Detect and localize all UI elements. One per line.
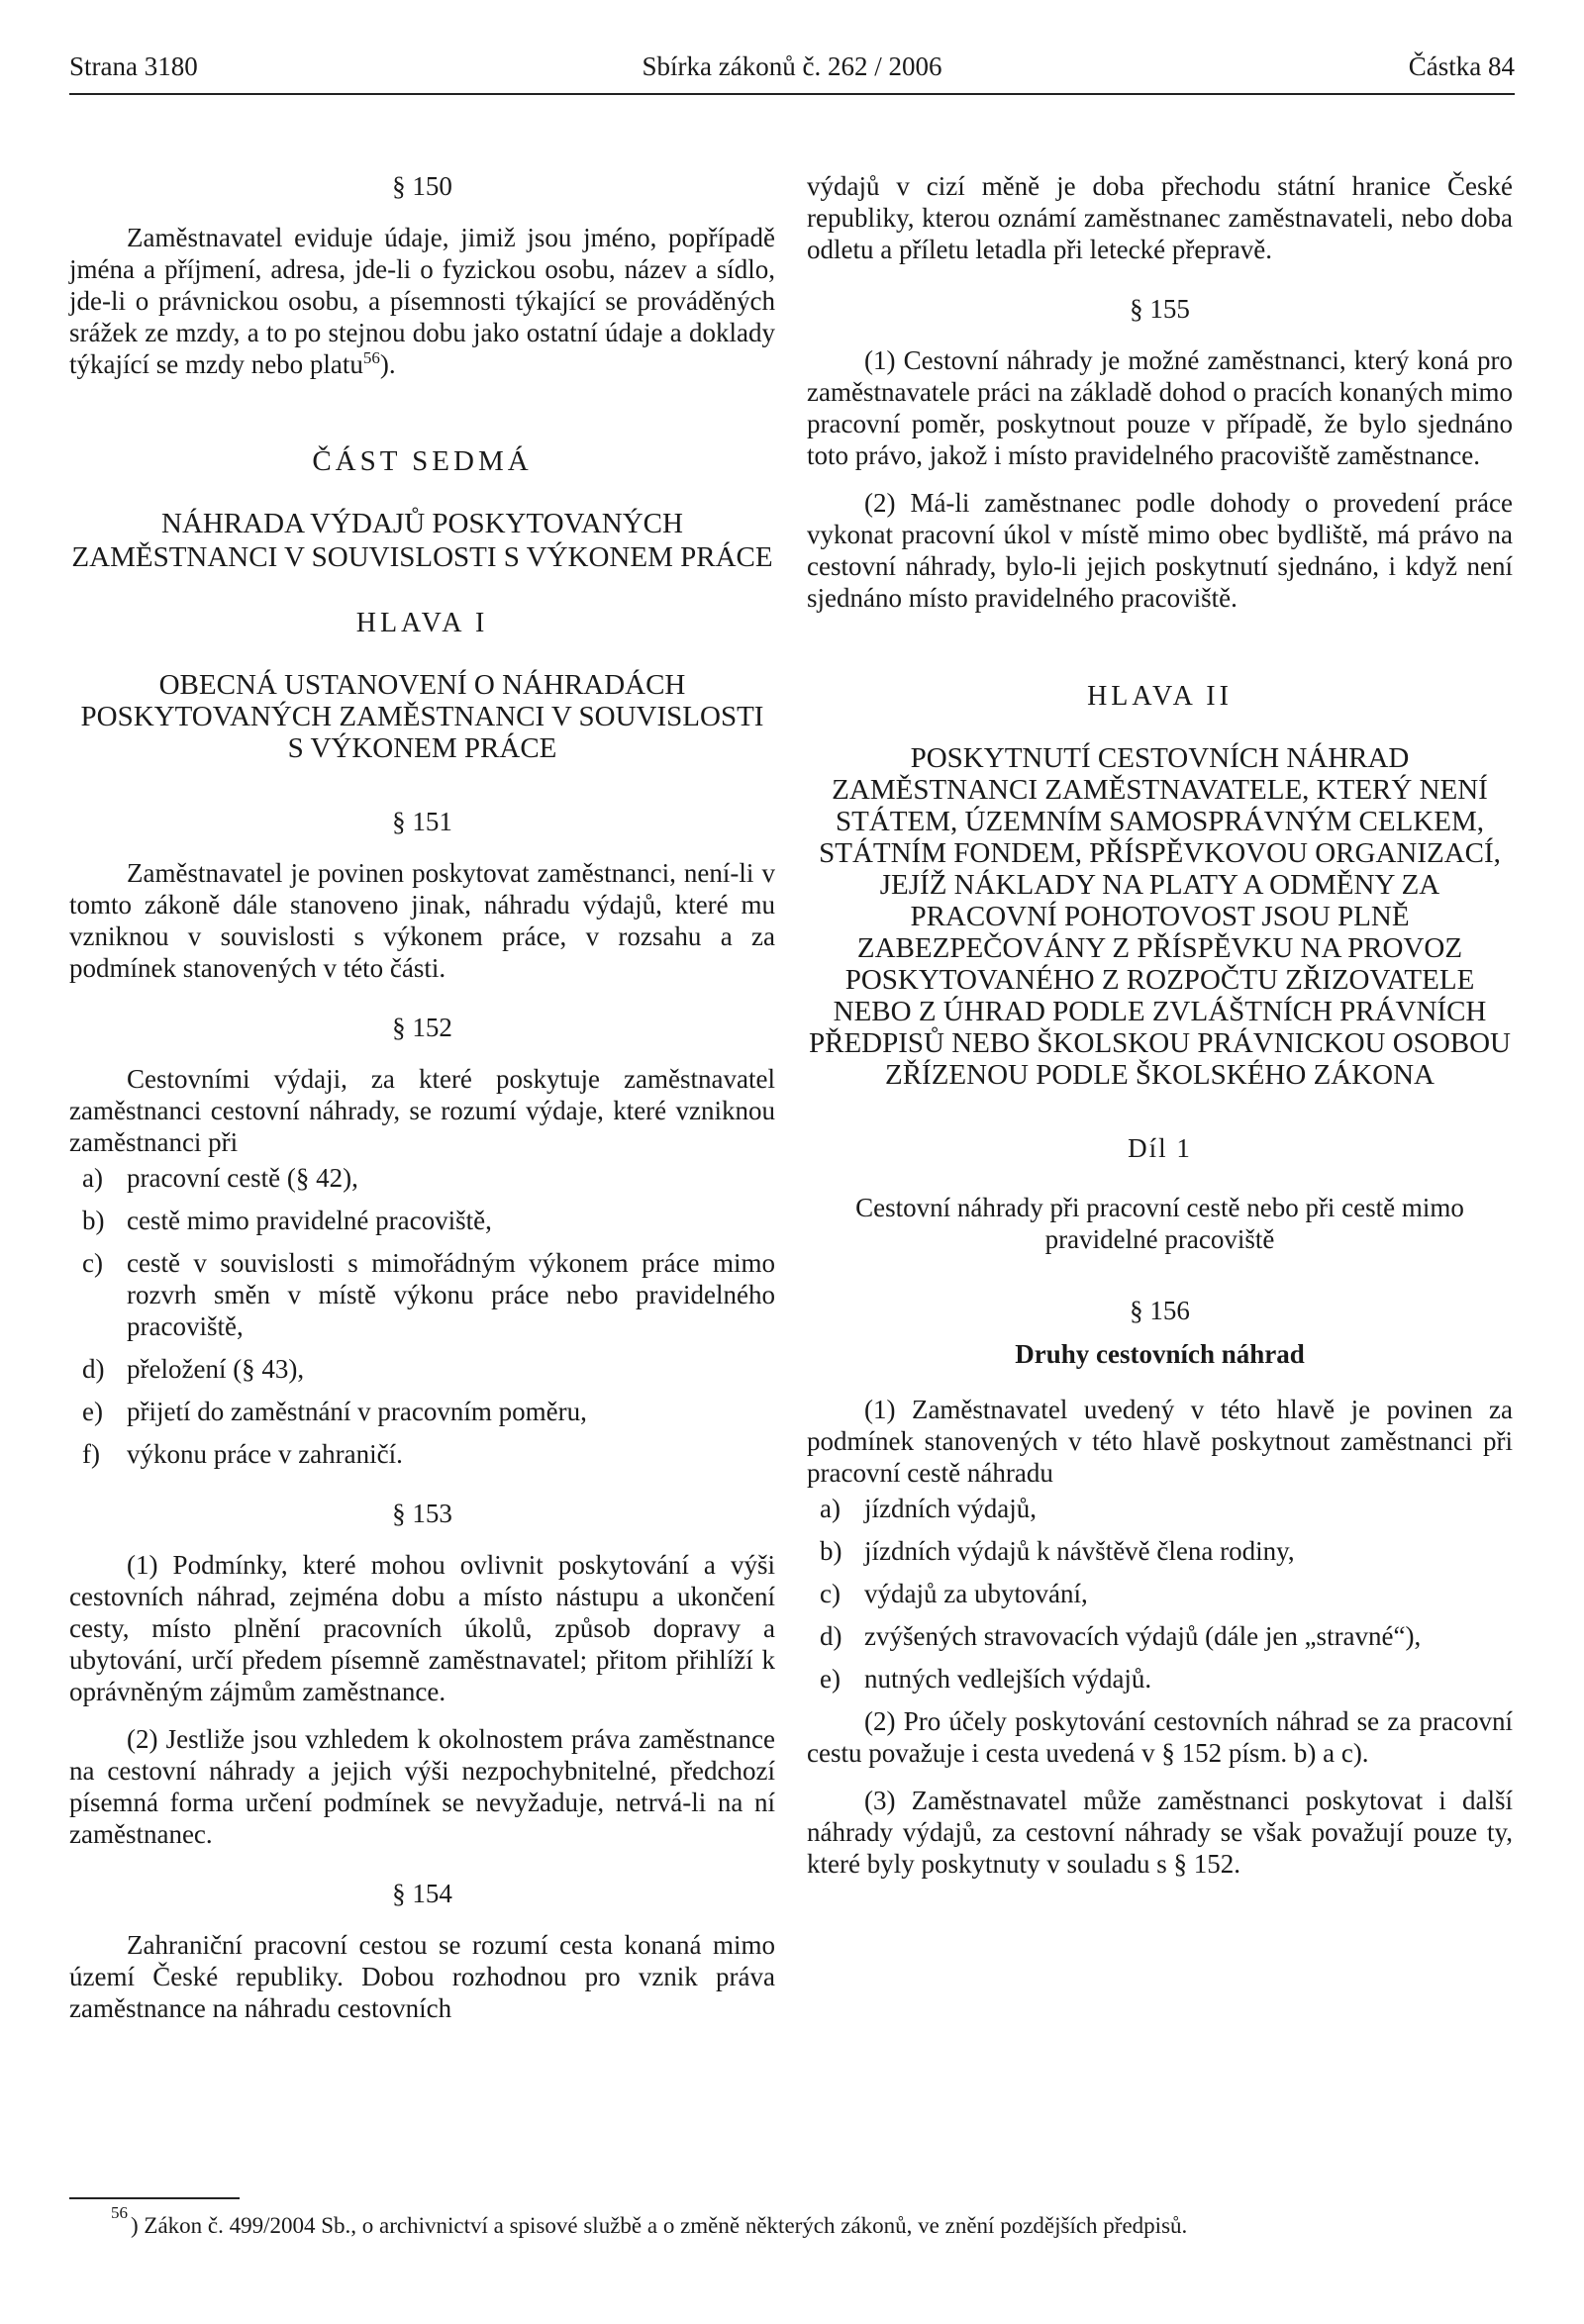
list-item: c) cestě v souvislosti s mimořádným výkonem práce mimo rozvrh směn v místě výkonu práce nebo pravidelného pracoviště, [82, 1248, 775, 1341]
division-1-title: Cestovní náhrady při pracovní cestě nebo při cestě mimo pravidelné pracoviště [855, 1193, 1464, 1254]
section-153-number: § 153 [392, 1499, 452, 1528]
section-153-para-2: (2) Jestliže jsou vzhledem k okolnostem práva zaměstnance na cestovní náhrady a jejich výši nezpochybnitelné, předchozí písemná forma určení podmínek se nevyžaduje, netrvá-li na ní zaměstnanec. [69, 1724, 775, 1849]
section-156-list [807, 1493, 1513, 1695]
chapter-2-title: POSKYTNUTÍ CESTOVNÍCH NÁHRAD ZAMĚSTNANCI ZAMĚSTNAVATELE, KTERÝ NENÍ STÁTEM, ÚZEMNÍM SAMOSPRÁVNÝM CELKEM, STÁTNÍM FONDEM, PŘÍSPĚVKOVOU ORGANIZACÍ, JEJÍŽ NÁKLADY NA PLATY A ODMĚNY ZA PRACOVNÍ POHOTOVOST JSOU PLNĚ ZABEZPEČOVÁNY Z PŘÍSPĚVKU NA PROVOZ POSKYTOVANÉHO Z ROZPOČTU ZŘIZOVATELE NEBO Z ÚHRAD PODLE ZVLÁŠTNÍCH PRÁVNÍCH PŘEDPISŮ NEBO ŠKOLSKOU PRÁVNICKOU OSOBOU ZŘÍZENOU PODLE ŠKOLSKÉHO ZÁKONA [809, 742, 1511, 1091]
chapter-1-label: HLAVA I [355, 608, 489, 638]
footnote: 56 ) Zákon č. 499/2004 Sb., o archivnictví a spisové službě a o změně některých zákonů, ve znění pozdějších předpisů. [111, 2203, 1188, 2238]
issue-number: Částka 84 [1408, 51, 1515, 81]
list-item: a) pracovní cestě (§ 42), [82, 1163, 358, 1193]
list-item: b) cestě mimo pravidelné pracoviště, [82, 1206, 492, 1235]
section-155-number: § 155 [1130, 294, 1190, 324]
section-156-para-1: (1) Zaměstnavatel uvedený v této hlavě je povinen za podmínek stanovených v této hlavě poskytnout zaměstnanci při pracovní cestě náhradu [807, 1395, 1513, 1488]
list-item: f) výkonu práce v zahraničí. [82, 1439, 403, 1469]
chapter-1-title: OBECNÁ USTANOVENÍ O NÁHRADÁCH POSKYTOVANÝCH ZAMĚSTNANCI V SOUVISLOSTI S VÝKONEM PRÁCE [80, 669, 764, 764]
section-156-title: Druhy cestovních náhrad [1015, 1339, 1305, 1369]
list-item: e) nutných vedlejších výdajů. [820, 1664, 1152, 1694]
chapter-2-label: HLAVA II [1087, 681, 1233, 712]
section-151-text: Zaměstnavatel je povinen poskytovat zaměstnanci, není-li v tomto zákoně dále stanoveno jinak, náhradu výdajů, které mu vzniknou v souvislosti s výkonem práce, v rozsahu a za podmínek stanovených v této části. [69, 858, 775, 983]
footnote-text: ) Zákon č. 499/2004 Sb., o archivnictví a spisové službě a o změně některých zákonů, ve znění pozdějších předpisů. [131, 2213, 1188, 2238]
section-156-para-2: (2) Pro účely poskytování cestovních náhrad se za pracovní cestu považuje i cesta uvedená v § 152 písm. b) a c). [807, 1706, 1513, 1768]
section-156-number: § 156 [1130, 1296, 1190, 1325]
part-subtitle: NÁHRADA VÝDAJŮ POSKYTOVANÝCH ZAMĚSTNANCI V SOUVISLOSTI S VÝKONEM PRÁCE [71, 508, 773, 573]
left-column [69, 170, 775, 2024]
part-title: ČÁST SEDMÁ [312, 445, 533, 477]
footnote-divider [69, 2197, 240, 2199]
page-number: Strana 3180 [69, 51, 198, 81]
section-154-text: Zahraniční pracovní cestou se rozumí cesta konaná mimo území České republiky. Dobou rozhodnou pro vznik práva zaměstnance na náhradu cestovních [69, 1930, 775, 2023]
footnote-ref: 56 [362, 348, 380, 367]
section-154-continuation: výdajů v cizí měně je doba přechodu státní hranice České republiky, kterou oznámí zaměstnanec zaměstnavateli, nebo doba odletu a příletu letadla při letecké přepravě. [807, 171, 1513, 264]
section-152-list [69, 1162, 775, 1470]
list-item: b) jízdních výdajů k návštěvě člena rodiny, [820, 1536, 1295, 1566]
list-item: a) jízdních výdajů, [820, 1494, 1037, 1523]
section-152-intro: Cestovními výdaji, za které poskytuje zaměstnavatel zaměstnanci cestovní náhrady, se rozumí výdaje, které vzniknou zaměstnanci při [69, 1064, 775, 1157]
section-156-para-3: (3) Zaměstnavatel může zaměstnanci poskytovat i další náhrady výdajů, za cestovní náhrady se však považují pouze ty, které byly poskytnuty v souladu s § 152. [807, 1786, 1513, 1879]
section-151-number: § 151 [392, 807, 452, 836]
section-155-para-2: (2) Má-li zaměstnanec podle dohody o provedení práce vykonat pracovní úkol v místě mimo obec bydliště, má právo na cestovní náhrady, bylo-li jejich poskytnutí sjednáno, i když není sjednáno místo pravidelného pracoviště. [807, 488, 1513, 613]
division-1-label: Díl 1 [1128, 1133, 1192, 1163]
page-header [69, 48, 1515, 95]
section-150-number: § 150 [392, 171, 452, 201]
section-154-number: § 154 [392, 1879, 452, 1908]
list-item: d) zvýšených stravovacích výdajů (dále jen „stravné“), [820, 1621, 1422, 1651]
right-column [807, 170, 1513, 1880]
section-150-text: Zaměstnavatel eviduje údaje, jimiž jsou jméno, popřípadě jména a příjmení, adresa, jde-li o fyzickou osobu, název a sídlo, jde-li o právnickou osobu, a písemnosti týkající se prováděných srážek ze mzdy, a to po stejnou dobu jako ostatní údaje a doklady týkající se mzdy nebo platu$^{56}$). [69, 223, 775, 379]
list-item: e) přijetí do zaměstnání v pracovním poměru, [82, 1397, 587, 1426]
list-item: d) přeložení (§ 43), [82, 1354, 305, 1384]
section-153-para-1: (1) Podmínky, které mohou ovlivnit poskytování a výši cestovních náhrad, zejména dobu a místo nástupu a ukončení cesty, místo plnění pracovních úkolů, způsob dopravy a ubytování, určí předem písemně zaměstnavatel; přitom přihlíží k oprávněným zájmům zaměstnance. [69, 1550, 775, 1706]
section-155-para-1: (1) Cestovní náhrady je možné zaměstnanci, který koná pro zaměstnavatele práci na základě dohod o pracích konaných mimo pracovní poměr, poskytnout pouze v případě, že bylo sjednáno toto právo, jakož i místo pravidelného pracoviště zaměstnance. [807, 345, 1513, 470]
list-item: c) výdajů za ubytování, [820, 1579, 1088, 1608]
section-152-number: § 152 [392, 1013, 452, 1042]
collection-title: Sbírka zákonů č. 262 / 2006 [642, 51, 942, 81]
